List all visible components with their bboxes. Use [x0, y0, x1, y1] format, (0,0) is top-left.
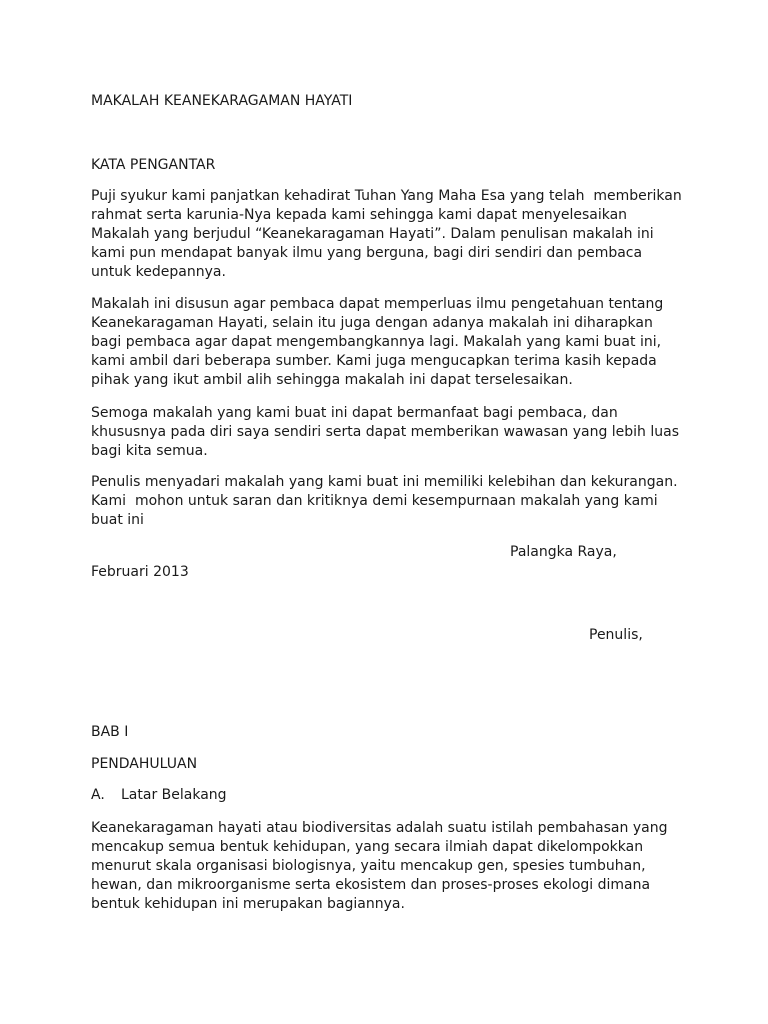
paragraph-line: Makalah ini disusun agar pembaca dapat memperluas ilmu pengetahuan tentang — [91, 296, 664, 312]
preface-heading: KATA PENGANTAR — [91, 157, 216, 173]
paragraph-line: Kami mohon untuk saran dan kritiknya demi kesempurnaan makalah yang kami — [91, 493, 658, 509]
paragraph-line: bagi pembaca agar dapat mengembangkannya lagi. Makalah yang kami buat ini, — [91, 334, 662, 350]
paragraph-line: bagi kita semua. — [91, 443, 208, 459]
paragraph-line: buat ini — [91, 512, 144, 528]
paragraph-line: bentuk kehidupan ini merupakan bagiannya. — [91, 896, 405, 912]
chapter-number: BAB I — [91, 724, 129, 740]
paragraph-line: Keanekaragaman hayati atau biodiversitas adalah suatu istilah pembahasan yang — [91, 820, 668, 836]
document-title: MAKALAH KEANEKARAGAMAN HAYATI — [91, 93, 353, 109]
chapter-title: PENDAHULUAN — [91, 756, 198, 772]
paragraph-line: Semoga makalah yang kami buat ini dapat bermanfaat bagi pembaca, dan — [91, 405, 618, 421]
paragraph-line: khususnya pada diri saya sendiri serta dapat memberikan wawasan yang lebih luas — [91, 424, 680, 440]
paragraph-line: rahmat serta karunia-Nya kepada kami sehingga kami dapat menyelesaikan — [91, 207, 628, 223]
paragraph-line: hewan, dan mikroorganisme serta ekosistem dan proses-proses ekologi dimana — [91, 877, 651, 893]
paragraph-line: Makalah yang berjudul “Keanekaragaman Hayati”. Dalam penulisan makalah ini — [91, 226, 654, 242]
date-line: Februari 2013 — [91, 564, 189, 580]
signature-line: Penulis, — [589, 627, 643, 643]
section-heading: Latar Belakang — [121, 787, 227, 803]
paragraph-line: Keanekaragaman Hayati, selain itu juga dengan adanya makalah ini diharapkan — [91, 315, 653, 331]
paragraph-line: Penulis menyadari makalah yang kami buat ini memiliki kelebihan dan kekurangan. — [91, 474, 678, 490]
place-line: Palangka Raya, — [510, 544, 617, 560]
paragraph-line: kami pun mendapat banyak ilmu yang berguna, bagi diri sendiri dan pembaca — [91, 245, 643, 261]
paragraph-line: pihak yang ikut ambil alih sehingga makalah ini dapat terselesaikan. — [91, 372, 573, 388]
paragraph-line: Puji syukur kami panjatkan kehadirat Tuhan Yang Maha Esa yang telah memberikan — [91, 188, 682, 204]
paragraph-line: untuk kedepannya. — [91, 264, 226, 280]
paragraph-line: menurut skala organisasi biologisnya, yaitu mencakup gen, spesies tumbuhan, — [91, 858, 646, 874]
section-marker: A. — [91, 787, 105, 803]
paragraph-line: kami ambil dari beberapa sumber. Kami juga mengucapkan terima kasih kepada — [91, 353, 657, 369]
paragraph-line: mencakup semua bentuk kehidupan, yang secara ilmiah dapat dikelompokkan — [91, 839, 644, 855]
